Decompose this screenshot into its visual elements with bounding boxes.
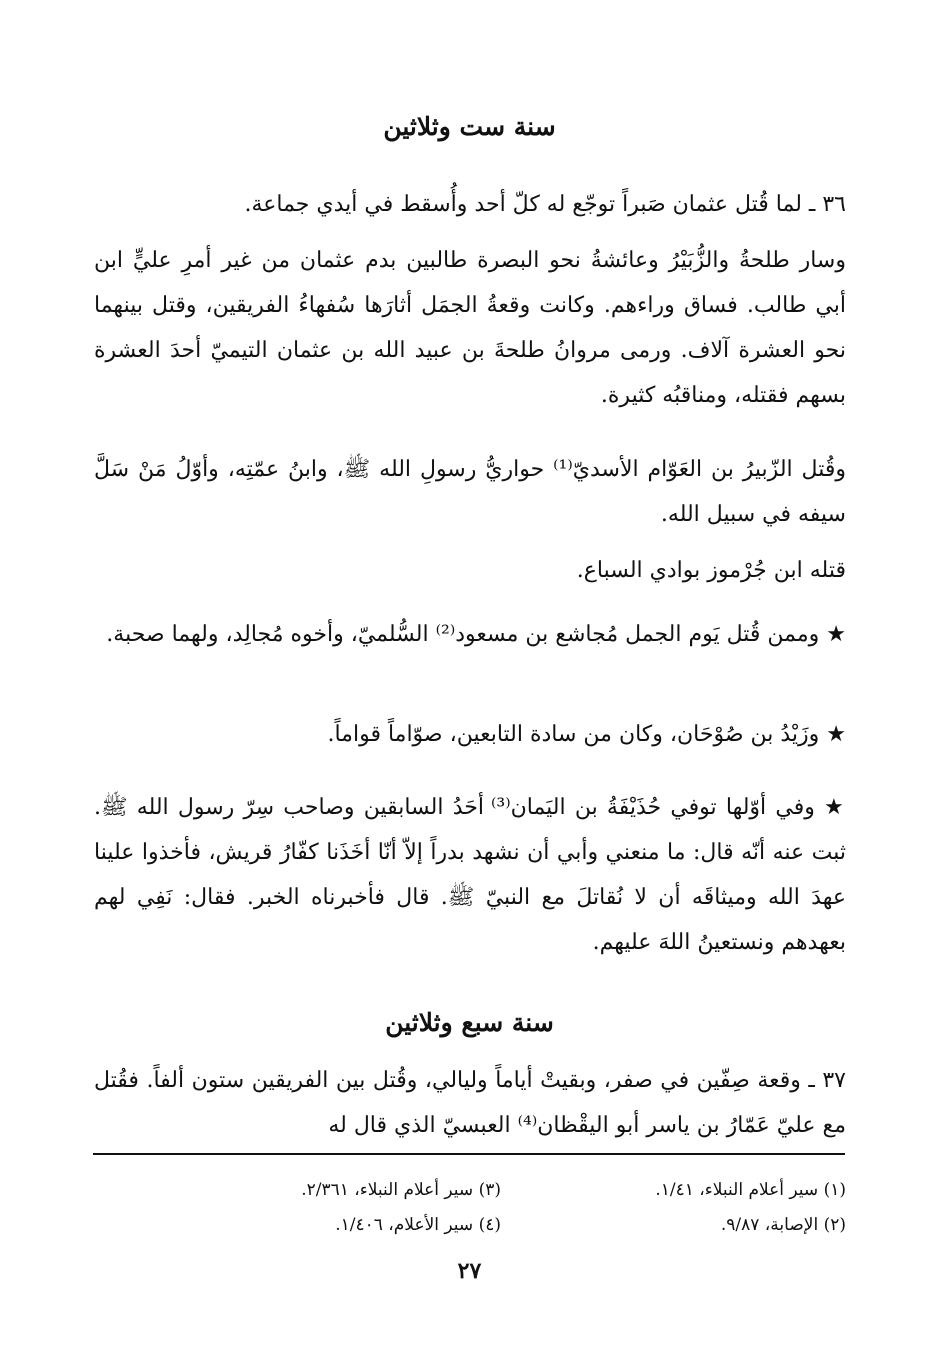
footnote-4: (٤) سير الأعلام، ١/٤٠٦.: [335, 1215, 501, 1235]
paragraph-battle-of-camel: وسار طلحةُ والزُّبَيْرُ وعائشةُ نحو البصرة طالبين بدم عثمان من غير أمرِ عليٍّ ابن أبي طالب. فساق وراءهم. وكانت وقعةُ الجمَل أثارَها سُفهاءُ الفريقين، وقتل بينهما نحو العشرة آلاف. ورمى مروانُ طلحةَ بن عبيد الله بن عثمان التيميّ أحدَ العشرة بسهم فقتله، ومناقبُه كثيرة.: [94, 248, 846, 408]
paragraph-ibn-jurmuz: قتله ابن جُرْموز بوادي السباع.: [576, 558, 846, 583]
paragraph-hudhayfa: ★ وفي أوّلها توفي حُذَيْفَةُ بن اليَمان⁽³⁾ أحَدُ السابقين وصاحب سِرّ رسول الله ﷺ. ثبت عنه أنّه قال: ما منعني وأبي أن نشهد بدراً إلاّ أنّا أخَذَنا كفّارُ قريش، فأخذوا علينا عهدَ الله وميثاقَه أن لا نُقاتلَ مع النبيّ ﷺ. قال فأخبرناه الخبر. فقال: نَفِي لهم بعهدهم ونستعينُ اللهَ عليهم.: [94, 795, 846, 955]
paragraph-zayd: ★ وزَيْدُ بن صُوْحَان، وكان من سادة التابعين، صوّاماً قواماً.: [327, 722, 846, 747]
section-heading-year-37: سنة سبع وثلاثين: [385, 1008, 554, 1037]
page-number: ٢٧: [457, 1258, 482, 1284]
footnote-1: (١) سير أعلام النبلاء، ١/٤١.: [655, 1180, 846, 1200]
paragraph-mujashi: ★ وممن قُتل يَوم الجمل مُجاشع بن مسعود⁽²⁾ السُّلميّ، وأخوه مُجالِد، ولهما صحبة.: [106, 622, 846, 647]
footnote-divider: [93, 1153, 845, 1155]
footnote-2: (٢) الإصابة، ٩/٨٧.: [720, 1215, 846, 1235]
paragraph-zubayr: وقُتل الزّبيرُ بن العَوّام الأسديّ⁽¹⁾ حواريُّ رسولِ الله ﷺ، وابنُ عمّتِه، وأوّلُ مَنْ سَلَّ سيفه في سبيل الله.: [94, 457, 846, 527]
paragraph-37-siffin: ٣٧ ـ وقعة صِفّين في صفر، وبقيتْ أياماً وليالي، وقُتل بين الفريقين ستون ألفاً. فقُتل مع عليّ عَمّارُ بن ياسر أبو اليقْظان⁽⁴⁾ العبسيّ الذي قال له: [94, 1068, 846, 1138]
footnote-3: (٣) سير أعلام النبلاء، ٢/٣٦١.: [301, 1180, 501, 1200]
section-heading-year-36: سنة ست وثلاثين: [383, 112, 556, 141]
paragraph-36-intro: ٣٦ ـ لما قُتل عثمان صَبراً توجّع له كلّ أحد وأُسقط في أيدي جماعة.: [244, 192, 846, 217]
